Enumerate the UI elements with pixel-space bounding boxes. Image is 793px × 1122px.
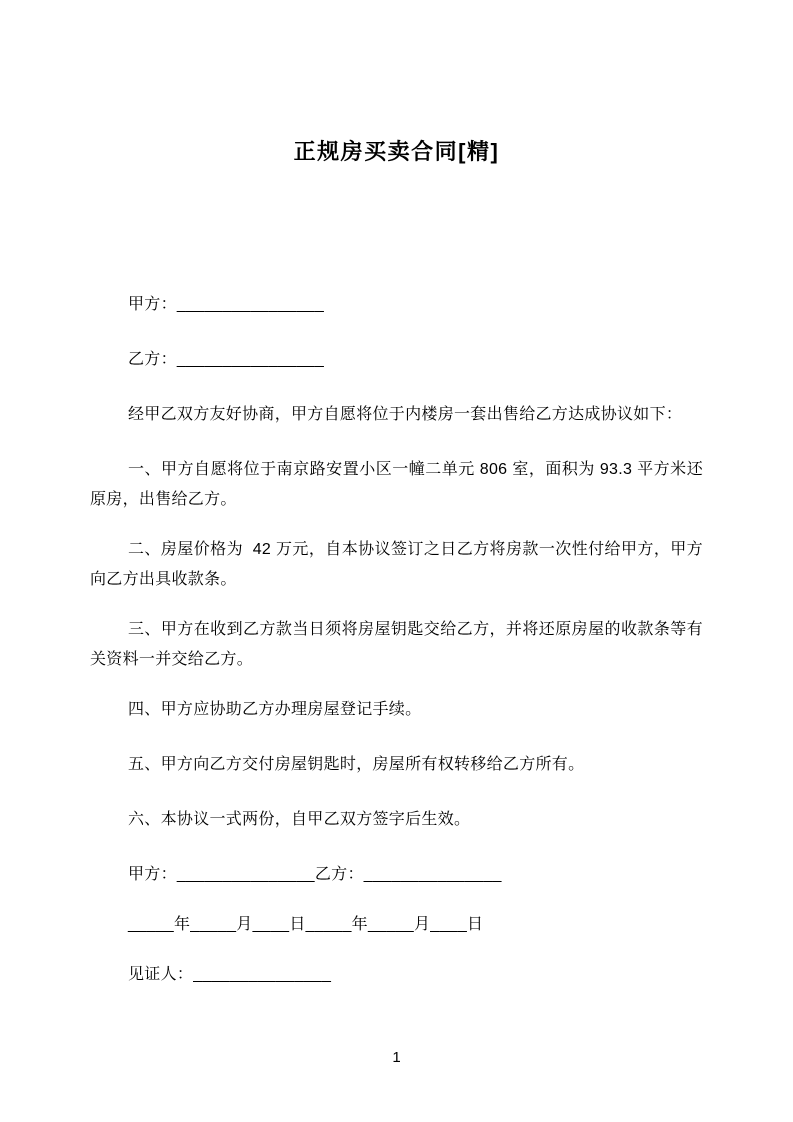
- clause-1: 一、甲方自愿将位于南京路安置小区一幢二单元 806 室，面积为 93.3 平方米还原房，出售给乙方。: [90, 461, 703, 508]
- witness-line: 见证人：_______________: [128, 966, 332, 983]
- party-b-line: 乙方：________________: [128, 351, 325, 368]
- party-a-line: 甲方：________________: [128, 296, 325, 313]
- contract-title: 正规房买卖合同[精]: [293, 139, 500, 164]
- clause-6: 六、本协议一式两份，自甲乙双方签字后生效。: [128, 811, 471, 828]
- page-number: 1: [392, 1049, 401, 1066]
- signature-line: 甲方：_______________乙方：_______________: [128, 866, 502, 883]
- clause-5: 五、甲方向乙方交付房屋钥匙时，房屋所有权转移给乙方所有。: [128, 756, 585, 773]
- clause-4: 四、甲方应协助乙方办理房屋登记手续。: [128, 701, 422, 718]
- intro-paragraph: 经甲乙双方友好协商，甲方自愿将位于内楼房一套出售给乙方达成协议如下：: [128, 406, 683, 423]
- clause-2: 二、房屋价格为 42 万元，自本协议签订之日乙方将房款一次性付给甲方，甲方向乙方出具收款条。: [90, 541, 703, 588]
- date-line: _____年_____月____日_____年_____月____日: [128, 916, 484, 933]
- clause-3: 三、甲方在收到乙方款当日须将房屋钥匙交给乙方，并将还原房屋的收款条等有关资料一并交给乙方。: [90, 621, 703, 668]
